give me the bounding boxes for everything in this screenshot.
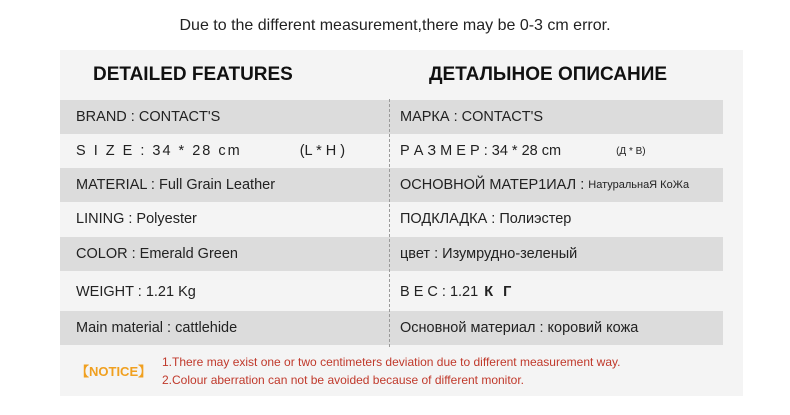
brand-en: BRAND : CONTACT'S	[76, 109, 221, 125]
row-material	[60, 168, 723, 202]
column-divider	[389, 99, 390, 347]
weight-ru-value: В Е С : 1.21	[400, 284, 479, 300]
weight-ru	[400, 273, 514, 311]
row-color	[60, 237, 723, 271]
row-main-material	[60, 311, 723, 345]
row-size	[60, 134, 723, 168]
main-material-ru: Основной материал : коровий кожа	[400, 320, 639, 336]
size-en	[76, 134, 345, 168]
material-ru-label: ОСНОВНОЙ МАТЕР1ИАЛ :	[400, 177, 585, 193]
measurement-note: Due to the different measurement,there may be 0-3 cm error.	[179, 17, 611, 34]
header-russian: ДЕТАЛЫНОЕ ОПИСАНИЕ	[429, 64, 668, 85]
weight-ru-unit: К Г	[484, 284, 515, 300]
lining-en: LINING : Polyester	[76, 211, 197, 227]
notice-line-2: 2.Colour aberration can not be avoided because of different monitor.	[162, 373, 525, 387]
size-ru-dims: (Д * В)	[616, 145, 646, 157]
main-material-en: Main material : cattlehide	[76, 320, 238, 336]
size-ru	[400, 134, 646, 168]
brand-ru: МАРКА : CONTACT'S	[400, 109, 544, 125]
color-en: COLOR : Emerald Green	[76, 246, 238, 262]
notice-label: 【NOTICE】	[76, 364, 152, 379]
size-en-dims: (L * H )	[299, 143, 346, 159]
material-ru	[400, 168, 689, 202]
header-english: DETAILED FEATURES	[93, 64, 293, 85]
material-ru-value: НатуральнаЯ КоЖа	[588, 179, 690, 191]
color-ru: цвет : Изумрудно-зеленый	[400, 246, 578, 262]
notice-line-1: 1.There may exist one or two centimeters deviation due to different measurement way.	[162, 355, 621, 369]
material-en: MATERIAL : Full Grain Leather	[76, 177, 276, 193]
lining-ru: ПОДКЛАДКА : Полиэстер	[400, 211, 572, 227]
features-card	[60, 50, 743, 396]
size-ru-value: Р А З М Е Р : 34 * 28 cm	[400, 143, 562, 159]
row-weight	[60, 273, 723, 311]
row-lining	[60, 202, 723, 236]
weight-en: WEIGHT : 1.21 Kg	[76, 284, 196, 300]
size-en-value: S I Z E : 34 * 28 cm	[76, 143, 242, 159]
row-brand	[60, 100, 723, 134]
